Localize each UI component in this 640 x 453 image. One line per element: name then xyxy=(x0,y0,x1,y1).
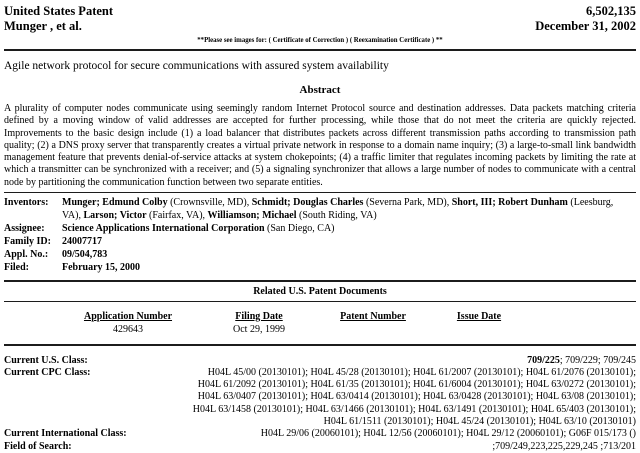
current-us-class-value xyxy=(88,355,636,367)
current-us-class-row xyxy=(4,355,636,367)
abstract-heading: Abstract xyxy=(299,84,341,96)
inventors-value xyxy=(62,197,636,223)
family-id-label: Family ID: xyxy=(4,235,51,247)
classification-section xyxy=(4,355,636,453)
header-row-1 xyxy=(4,4,636,19)
current-international-class-label: Current International Class: xyxy=(4,428,127,440)
family-id-row xyxy=(4,236,636,249)
current-international-class-row xyxy=(4,428,636,440)
current-cpc-class-label: Current CPC Class: xyxy=(4,366,91,378)
column-issue-date: Issue Date xyxy=(456,310,502,322)
patent-issue-date: December 31, 2002 xyxy=(535,19,636,33)
assignee-value xyxy=(62,223,636,236)
bibliographic-section xyxy=(4,197,636,274)
assignee-name: Science Applications International Corporation xyxy=(62,222,265,234)
assignee-row xyxy=(4,223,636,236)
us-class-primary: 709/225 xyxy=(527,354,560,366)
inventor-name: Schmidt; Douglas Charles xyxy=(251,197,364,209)
field-of-search-label: Field of Search: xyxy=(4,440,72,452)
filed-label: Filed: xyxy=(4,261,29,273)
inventor-location: (Fairfax, VA), xyxy=(146,209,208,221)
inventor-name: Munger; Edmund Colby xyxy=(62,197,168,209)
patent-authors: Munger , et al. xyxy=(4,19,82,33)
header-row-2 xyxy=(4,19,636,34)
inventor-name: Short, III; Robert Dunham xyxy=(451,197,568,209)
inventor-location: (Crownsville, MD), xyxy=(167,197,252,209)
patent-number: 6,502,135 xyxy=(586,4,636,18)
appl-no-label: Appl. No.: xyxy=(4,248,49,260)
cpc-line: H04L 63/1458 (20130101); H04L 63/1466 (20130101); H04L 63/1491 (20130101); H04L 65/403 (20130101); xyxy=(192,403,636,415)
cell-filing-date: Oct 29, 1999 xyxy=(233,323,285,335)
assignee-location: (San Diego, CA) xyxy=(264,222,335,234)
cell-application-number: 429643 xyxy=(113,323,143,335)
current-us-class-label: Current U.S. Class: xyxy=(4,354,88,366)
patent-office-label: United States Patent xyxy=(4,4,114,18)
related-section-bottom-rule xyxy=(4,344,636,346)
current-cpc-class-row xyxy=(4,367,636,428)
inventor-location: (South Riding, VA) xyxy=(296,209,377,221)
cpc-line: H04L 63/0407 (20130101); H04L 63/0414 (20130101); H04L 63/0428 (20130101); H04L 63/08 (20130101); xyxy=(197,391,636,403)
inventor-name: Williamson; Michael xyxy=(207,209,297,221)
inventors-row xyxy=(4,197,636,223)
column-filing-date: Filing Date xyxy=(235,310,283,322)
inventor-location: (Leesburg, VA), xyxy=(62,197,614,221)
current-international-class-value: H04L 29/06 (20060101); H04L 12/56 (20060101); H04L 29/12 (20060101); G06F 015/173 () xyxy=(260,428,636,440)
cpc-line: H04L 61/2092 (20130101); H04L 61/35 (20130101); H04L 61/6004 (20130101); H04L 63/0272 (20130101); xyxy=(197,379,636,391)
assignee-label: Assignee: xyxy=(4,222,45,234)
cpc-line: H04L 45/00 (20130101); H04L 45/28 (20130101); H04L 61/2007 (20130101); H04L 61/2076 (20130101); xyxy=(207,366,636,378)
column-application-number: Application Number xyxy=(83,310,173,322)
appl-no-row xyxy=(4,249,636,262)
inventor-name: Larson; Victor xyxy=(83,209,147,221)
family-id-value: 24007717 xyxy=(62,235,102,247)
table-row xyxy=(4,324,636,337)
inventors-label: Inventors: xyxy=(4,197,49,209)
cpc-line: H04L 61/1511 (20130101); H04L 45/24 (20130101); H04L 63/10 (20130101) xyxy=(323,416,636,427)
related-documents-header-row xyxy=(4,311,636,324)
appl-no-value: 09/504,783 xyxy=(62,248,108,260)
related-heading-rule xyxy=(4,301,636,302)
current-cpc-class-value xyxy=(90,367,636,428)
images-note: **Please see images for: ( Certificate of Correction ) ( Reexamination Certificate ) ** xyxy=(197,37,443,44)
filed-row xyxy=(4,262,636,275)
filed-value: February 15, 2000 xyxy=(62,261,141,273)
abstract-divider xyxy=(4,192,636,193)
patent-title: Agile network protocol for secure communications with assured system availability xyxy=(4,60,389,72)
header-divider xyxy=(4,49,636,51)
column-patent-number: Patent Number xyxy=(340,310,406,322)
abstract-text: A plurality of computer nodes communicate using seemingly random Internet Protocol source and destination addresses. Data packets matching criteria defined by a moving window of valid addresses are accepted for further processing, while those that do not meet the criteria are quickly rejected. Improvements to the basic design include (1) a load balancer that distributes packets across different transmission paths according to transmission path quality; (2) a DNS proxy server that transparently creates a virtual private network in response to a domain name inquiry; (3) a large-to-small link bandwidth management feature that prevents denial-of-service attacks at system chokepoints; (4) a traffic limiter that regulates incoming packets by limiting the rate at which a transmitter can be synchronized with a receiver; and (5) a signaling synchronizer that allows a large number of nodes to communicate with a central node by partitioning the communication function between two separate entities. xyxy=(4,103,636,188)
inventor-location: (Severna Park, MD), xyxy=(363,197,452,209)
field-of-search-value: ;709/249,223,225,229,245 ;713/201 xyxy=(492,440,636,452)
related-documents-heading: Related U.S. Patent Documents xyxy=(253,285,387,297)
us-class-rest: ; 709/229; 709/245 xyxy=(559,354,636,366)
